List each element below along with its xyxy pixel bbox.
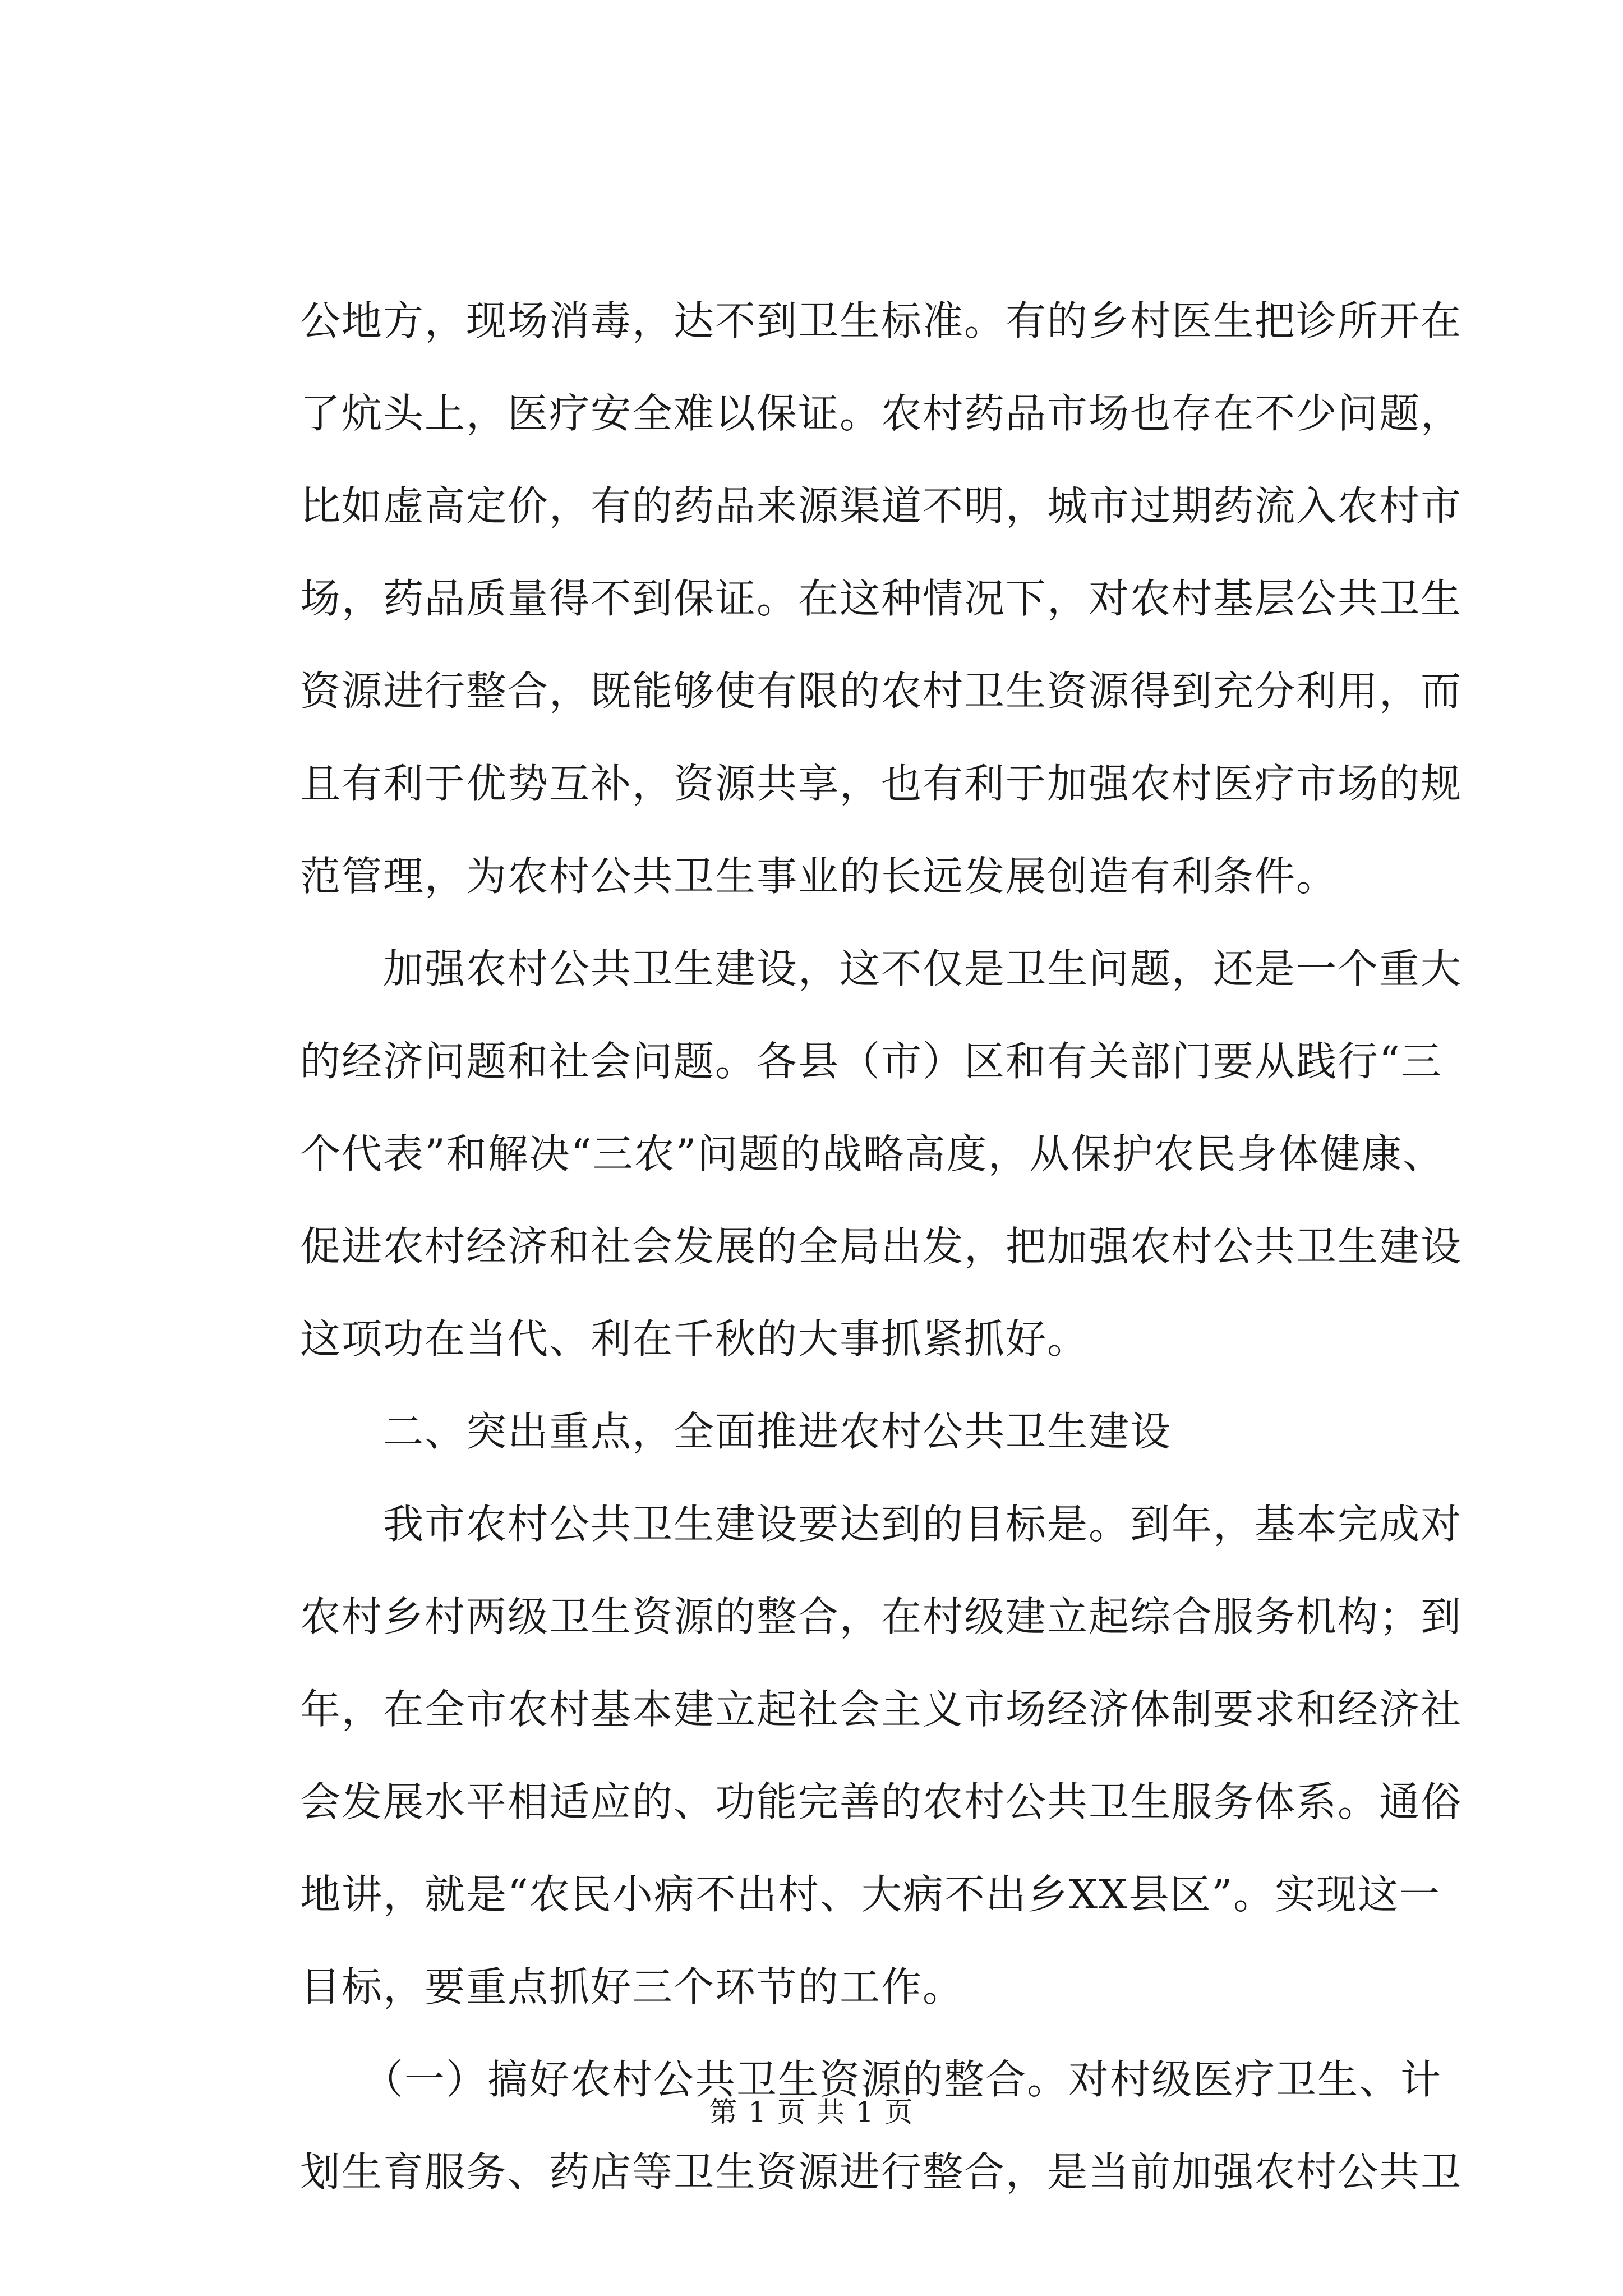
text-line: 范管理，为农村公共卫生事业的长远发展创造有利条件。 bbox=[300, 853, 1338, 900]
text-line: 个代表”和解决“三农”问题的战略高度，从保护农民身体健康、 bbox=[300, 1130, 1445, 1177]
text-line: 的经济问题和社会问题。各县（市）区和有关部门要从践行“三 bbox=[300, 1038, 1442, 1085]
section-heading: 二、突出重点，全面推进农村公共卫生建设 bbox=[300, 1408, 1172, 1455]
text-line: 我市农村公共卫生建设要达到的目标是。到年，基本完成对 bbox=[300, 1501, 1463, 1548]
text-line: 了炕头上，医疗安全难以保证。农村药品市场也存在不少问题， bbox=[300, 390, 1463, 437]
page-footer bbox=[0, 2095, 1623, 2129]
page-number: 第 1 页 共 1 页 bbox=[709, 2096, 914, 2128]
body-text bbox=[300, 275, 1463, 2219]
text-line: 会发展水平相适应的、功能完善的农村公共卫生服务体系。通俗 bbox=[300, 1778, 1463, 1825]
text-line: 这项功在当代、利在千秋的大事抓紧抓好。 bbox=[300, 1315, 1089, 1363]
text-line: 年，在全市农村基本建立起社会主义市场经济体制要求和经济社 bbox=[300, 1686, 1463, 1733]
text-line: 资源进行整合，既能够使有限的农村卫生资源得到充分利用，而 bbox=[300, 668, 1463, 715]
text-line: 促进农村经济和社会发展的全局出发，把加强农村公共卫生建设 bbox=[300, 1223, 1463, 1270]
text-line: 且有利于优势互补，资源共享，也有利于加强农村医疗市场的规 bbox=[300, 760, 1463, 807]
text-line: 公地方，现场消毒，达不到卫生标准。有的乡村医生把诊所开在 bbox=[300, 297, 1463, 344]
text-line: 划生育服务、药店等卫生资源进行整合，是当前加强农村公共卫 bbox=[300, 2148, 1463, 2196]
text-line: 加强农村公共卫生建设，这不仅是卫生问题，还是一个重大 bbox=[300, 945, 1463, 992]
text-line: 比如虚高定价，有的药品来源渠道不明，城市过期药流入农村市 bbox=[300, 482, 1463, 530]
text-line: 目标，要重点抓好三个环节的工作。 bbox=[300, 1963, 965, 2010]
text-line: 场，药品质量得不到保证。在这种情况下，对农村基层公共卫生 bbox=[300, 575, 1463, 622]
text-line: （一）搞好农村公共卫生资源的整合。对村级医疗卫生、计 bbox=[300, 2056, 1442, 2103]
text-line: 农村乡村两级卫生资源的整合，在村级建立起综合服务机构；到 bbox=[300, 1593, 1463, 1640]
text-line: 地讲，就是“农民小病不出村、大病不出乡XX县区”。实现这一 bbox=[300, 1871, 1441, 1918]
